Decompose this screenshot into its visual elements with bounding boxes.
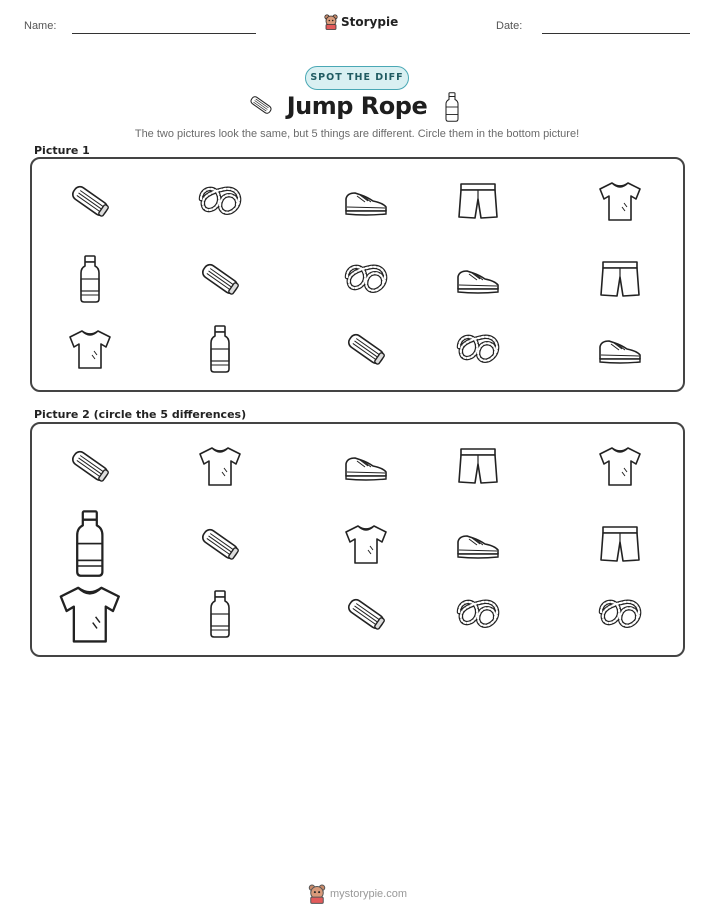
rope-icon[interactable] xyxy=(453,594,503,634)
rope-icon[interactable] xyxy=(595,594,645,634)
page-title: Jump Rope xyxy=(286,92,428,120)
bottle-icon[interactable] xyxy=(73,510,107,577)
shorts-icon xyxy=(456,181,500,221)
footer xyxy=(308,884,407,904)
bottle-icon xyxy=(208,325,232,373)
bear-icon xyxy=(308,884,326,904)
shorts-icon[interactable] xyxy=(456,446,500,486)
picture-1-label: Picture 1 xyxy=(34,144,90,157)
tshirt-icon xyxy=(596,179,644,223)
bottle-icon xyxy=(443,92,461,126)
rope-icon xyxy=(341,259,391,299)
brand-name: Storypie xyxy=(341,15,399,29)
brand-logo xyxy=(324,14,398,30)
spot-the-diff-badge: SPOT THE DIFF xyxy=(305,66,409,90)
sneaker-icon[interactable] xyxy=(455,528,501,560)
name-label: Name: xyxy=(24,20,57,32)
tshirt-icon[interactable] xyxy=(342,522,390,566)
shorts-icon xyxy=(598,259,642,299)
tshirt-icon xyxy=(66,327,114,371)
handle-icon[interactable] xyxy=(68,448,112,484)
handle-icon[interactable] xyxy=(198,526,242,562)
tshirt-icon[interactable] xyxy=(196,444,244,488)
shorts-icon[interactable] xyxy=(598,524,642,564)
sneaker-icon[interactable] xyxy=(343,450,389,482)
date-line[interactable] xyxy=(542,33,690,34)
bottle-icon xyxy=(78,255,102,303)
picture-1-panel xyxy=(30,157,685,392)
tshirt-icon[interactable] xyxy=(596,444,644,488)
handle-icon xyxy=(344,331,388,367)
date-label: Date: xyxy=(496,20,523,32)
picture-2-panel[interactable] xyxy=(30,422,685,657)
rope-icon xyxy=(453,329,503,369)
footer-url: mystorypie.com xyxy=(330,888,408,900)
handle-icon[interactable] xyxy=(344,596,388,632)
bear-icon xyxy=(324,14,338,30)
rope-icon xyxy=(195,181,245,221)
sneaker-icon xyxy=(455,263,501,295)
instructions: The two pictures look the same, but 5 things are different. Circle them in the bottom picture! xyxy=(134,128,580,140)
handle-icon xyxy=(68,183,112,219)
bottle-icon[interactable] xyxy=(208,590,232,638)
handle-icon xyxy=(198,261,242,297)
name-line[interactable] xyxy=(72,33,256,34)
tshirt-icon[interactable] xyxy=(55,582,125,646)
sneaker-icon xyxy=(597,333,643,365)
sneaker-icon xyxy=(343,185,389,217)
picture-2-label: Picture 2 (circle the 5 differences) xyxy=(34,408,247,421)
